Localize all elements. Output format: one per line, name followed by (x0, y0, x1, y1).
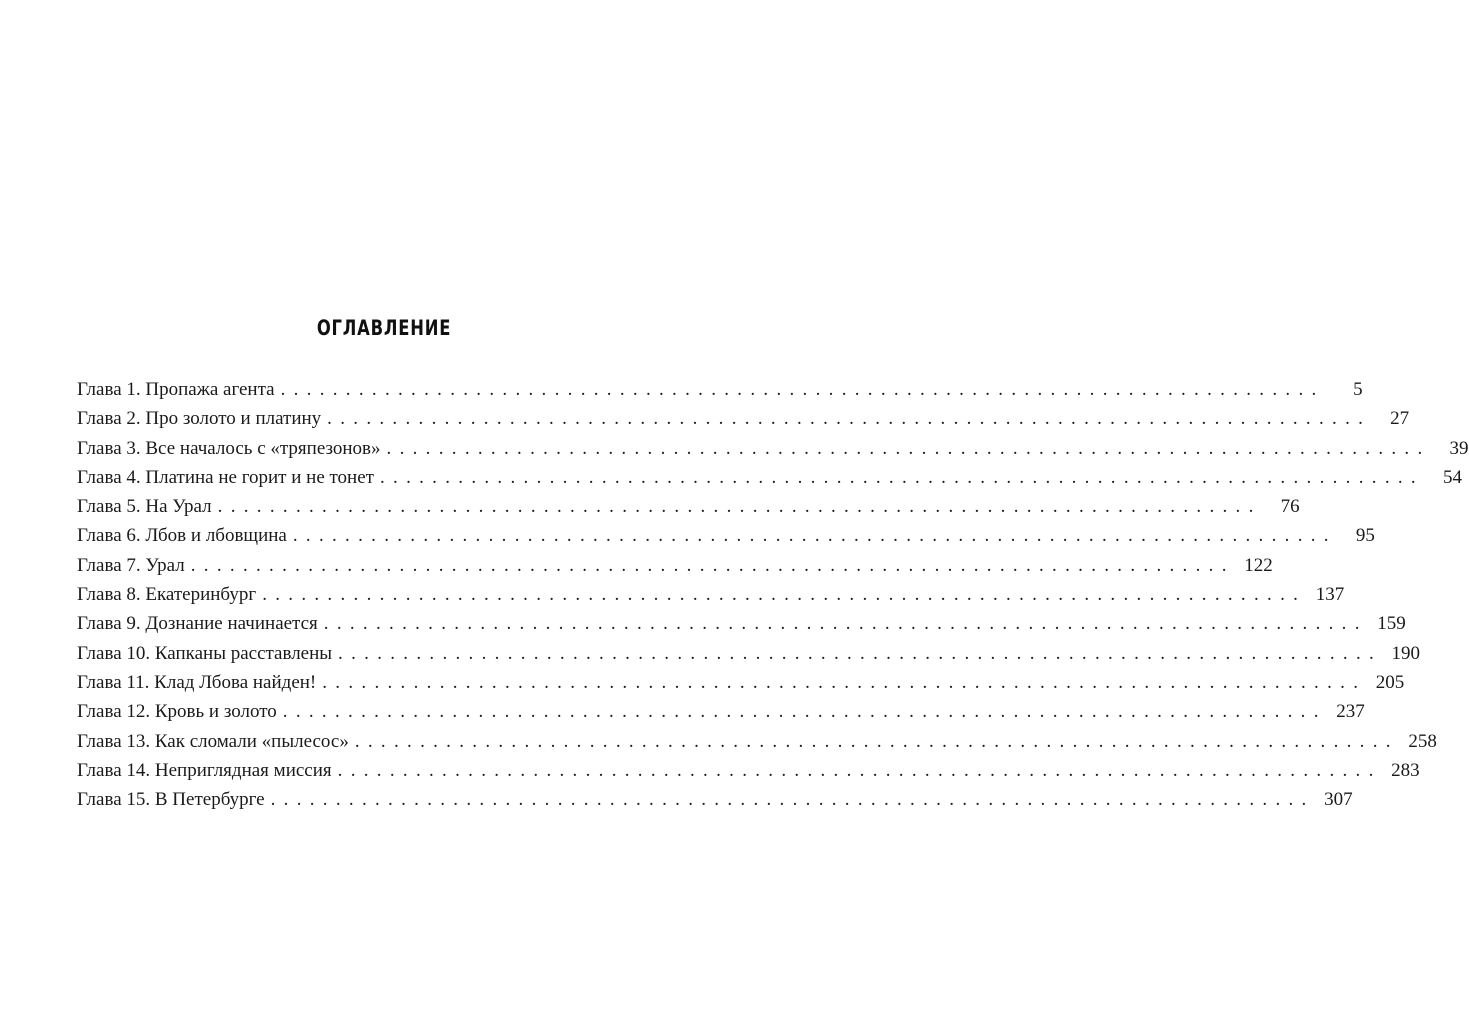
toc-list (77, 375, 1469, 814)
toc-entry-label: Глава 12. Кровь и золото (77, 701, 277, 723)
dot-leader: ................................................................................ (379, 466, 1424, 488)
toc-entry (77, 551, 1273, 580)
toc-entry (77, 434, 1469, 463)
toc-entry-label: Глава 2. Про золото и платину (77, 408, 322, 430)
toc-entry-label: Глава 6. Лбов и лбовщина (77, 525, 287, 547)
dot-leader: ................................................................................ (327, 408, 1372, 430)
toc-title: ОГЛАВЛЕНИЕ (316, 316, 452, 340)
dot-leader: ................................................................................ (386, 437, 1431, 459)
toc-entry-page-number: 27 (1390, 408, 1410, 430)
dot-leader: ................................................................................ (354, 730, 1399, 752)
toc-entry-page-number: 307 (1324, 789, 1353, 811)
toc-entry-label: Глава 9. Дознание начинается (77, 613, 318, 635)
toc-entry (77, 521, 1375, 550)
toc-entry-page-number: 137 (1315, 584, 1345, 606)
toc-entry-label: Глава 10. Капканы расставлены (77, 642, 333, 664)
toc-entry-page-number: 205 (1375, 671, 1405, 693)
toc-entry-label: Глава 3. Все началось с «тряпезонов» (77, 437, 381, 459)
toc-entry (77, 404, 1410, 433)
toc-entry (77, 609, 1406, 638)
toc-entry-page-number: 76 (1280, 496, 1300, 518)
toc-entry (77, 756, 1420, 785)
toc-entry-label: Глава 8. Екатеринбург (77, 584, 257, 606)
toc-entry-label: Глава 11. Клад Лбова найден! (77, 671, 317, 693)
dot-leader: ................................................................................ (270, 789, 1315, 811)
toc-entry-page-number: 237 (1336, 701, 1365, 723)
toc-entry-page-number: 283 (1391, 759, 1420, 781)
dot-leader: ................................................................................ (282, 701, 1327, 723)
toc-entry-label: Глава 5. На Урал (77, 496, 212, 518)
toc-entry (77, 727, 1437, 756)
toc-entry-label: Глава 15. В Петербурге (77, 789, 265, 811)
dot-leader: ................................................................................ (190, 554, 1235, 576)
toc-entry-page-number: 190 (1391, 642, 1421, 664)
toc-entry-page-number: 54 (1442, 466, 1462, 488)
dot-leader: ................................................................................ (338, 642, 1383, 664)
toc-entry-label: Глава 14. Неприглядная миссия (77, 759, 332, 781)
toc-entry-page-number: 258 (1408, 730, 1437, 752)
toc-entry-label: Глава 4. Платина не горит и не тонет (77, 466, 374, 488)
toc-entry-label: Глава 1. Пропажа агента (77, 379, 275, 400)
dot-leader: ................................................................................ (322, 671, 1367, 693)
toc-entry (77, 580, 1345, 609)
toc-entry-label: Глава 13. Как сломали «пылесос» (77, 730, 349, 752)
toc-entry-label: Глава 7. Урал (77, 554, 185, 576)
toc-entry (77, 697, 1365, 726)
toc-entry-page-number: 95 (1355, 525, 1375, 547)
toc-entry-page-number: 39 (1449, 437, 1469, 459)
dot-leader: ................................................................................ (323, 613, 1368, 635)
toc-entry (77, 668, 1405, 697)
toc-entry (77, 492, 1300, 521)
dot-leader: ................................................................................ (337, 759, 1382, 781)
dot-leader: ................................................................................ (262, 584, 1307, 606)
toc-entry (77, 463, 1462, 492)
toc-entry-page-number: 122 (1244, 554, 1273, 576)
toc-entry (77, 785, 1353, 814)
toc-entry (77, 375, 1363, 404)
toc-entry-page-number: 159 (1377, 613, 1406, 635)
dot-leader: ................................................................................ (280, 379, 1325, 400)
dot-leader: ................................................................................ (292, 525, 1337, 547)
toc-entry-page-number: 5 (1353, 379, 1363, 400)
dot-leader: ................................................................................ (217, 496, 1262, 518)
toc-entry (77, 639, 1421, 668)
